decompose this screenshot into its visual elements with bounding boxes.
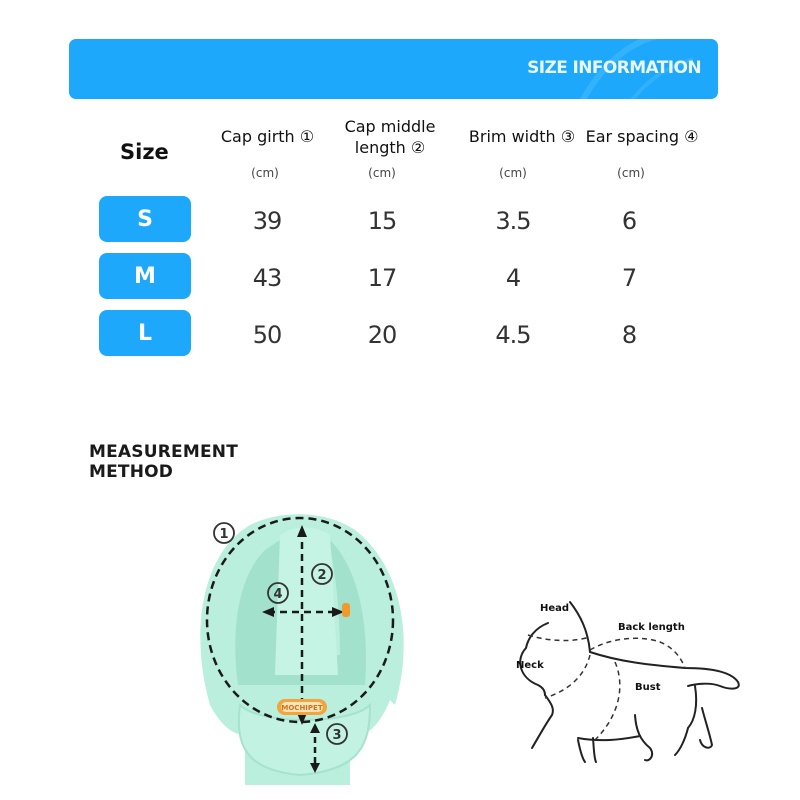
cell-value: 4.5 — [495, 321, 531, 349]
unit-label: (cm) — [617, 166, 645, 180]
cat-measurement-diagram — [490, 590, 760, 780]
heading-line: MEASUREMENT — [89, 442, 238, 462]
cell-value: 4 — [505, 264, 521, 292]
unit-label: (cm) — [368, 166, 396, 180]
column-header-label: Brim width ③ — [468, 127, 576, 146]
size-column-header: Size — [120, 140, 169, 164]
cell-value: 7 — [621, 264, 637, 292]
brand-tag-text: MOCHIPET — [281, 704, 323, 712]
bust-label: Bust — [635, 682, 661, 693]
column-header-label: Cap middle — [344, 117, 436, 136]
marker-1-icon — [214, 523, 234, 543]
cat-illustration — [490, 590, 760, 780]
svg-text:1: 1 — [219, 527, 229, 542]
neck-label: Neck — [516, 660, 544, 671]
measurement-method-heading — [89, 442, 238, 482]
svg-text:4: 4 — [273, 587, 283, 602]
cell-value: 8 — [621, 321, 637, 349]
cell-value: 3.5 — [495, 207, 531, 235]
unit-label: (cm) — [251, 166, 279, 180]
back-length-label: Back length — [618, 622, 685, 633]
heading-line: METHOD — [89, 462, 174, 482]
cap-diagram — [180, 495, 420, 795]
cell-value: 6 — [621, 207, 637, 235]
head-label: Head — [540, 603, 570, 614]
size-badge-s: S — [99, 196, 191, 242]
column-header-cap-girth — [210, 126, 325, 147]
cell-value: 20 — [367, 321, 397, 349]
size-badge-l: L — [99, 310, 191, 356]
size-badge-m: M — [99, 253, 191, 299]
column-header-cap-middle-length — [330, 116, 450, 158]
unit-label: (cm) — [499, 166, 527, 180]
cell-value: 43 — [252, 264, 282, 292]
cell-value: 17 — [367, 264, 397, 292]
cell-value: 15 — [367, 207, 397, 235]
size-information-banner — [69, 39, 718, 99]
svg-text:3: 3 — [332, 728, 342, 743]
column-header-ear-spacing — [578, 126, 706, 147]
column-header-label: Ear spacing ④ — [585, 127, 699, 146]
cap-illustration — [180, 495, 420, 795]
svg-text:2: 2 — [317, 568, 327, 583]
column-header-brim-width — [462, 126, 582, 147]
column-header-label: length ② — [354, 138, 426, 157]
cell-value: 50 — [252, 321, 282, 349]
cell-value: 39 — [252, 207, 282, 235]
column-header-label: Cap girth ① — [220, 127, 315, 146]
banner-title: SIZE INFORMATION — [527, 58, 701, 78]
